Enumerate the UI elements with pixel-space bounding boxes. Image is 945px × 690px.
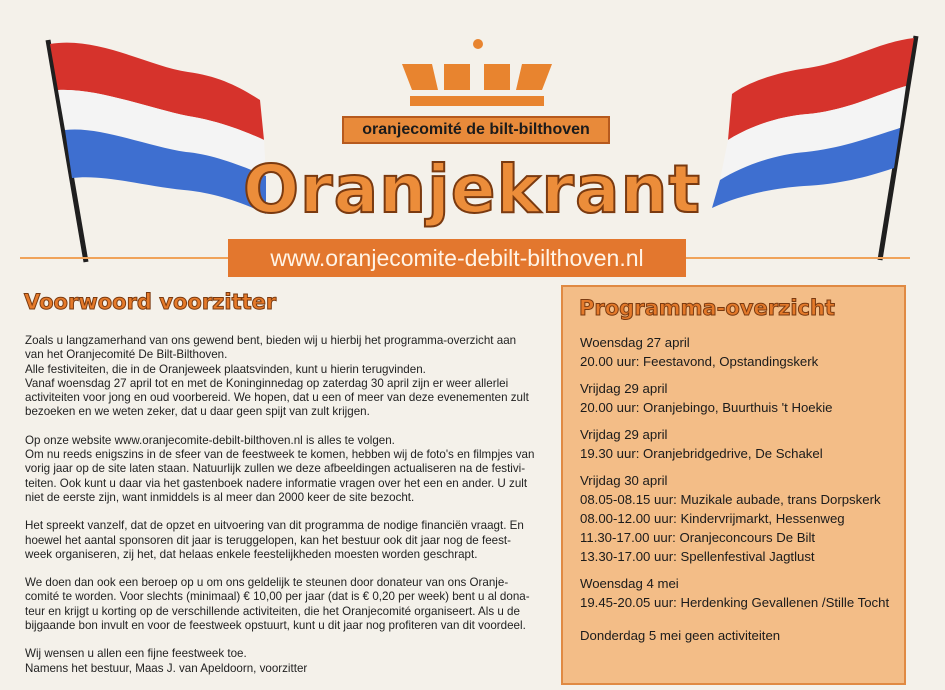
foreword-line: We doen dan ook een beroep op u om ons geldelijk te steunen door donateur van ons Oranje- bbox=[25, 576, 509, 590]
program-day-label: Vrijdag 30 april bbox=[580, 473, 668, 488]
foreword-line: Wij wensen u allen een fijne feestweek toe. bbox=[25, 647, 247, 661]
program-event: 20.00 uur: Feestavond, Opstandingskerk bbox=[580, 354, 819, 369]
foreword-line: teur en krijgt u korting op de verschillende activiteiten, die het Oranjecomité organiseert. Als u de bbox=[25, 604, 520, 618]
website-url: www.oranjecomite-debilt-bilthoven.nl bbox=[228, 239, 686, 277]
foreword-line: van het Oranjecomité De Bilt-Bilthoven. bbox=[25, 348, 228, 362]
program-event: 08.00-12.00 uur: Kindervrijmarkt, Hessenweg bbox=[580, 511, 845, 526]
dutch-flag-right-icon bbox=[698, 32, 928, 264]
program-day-label: Vrijdag 29 april bbox=[580, 427, 668, 442]
program-day bbox=[580, 425, 900, 463]
foreword-line: niet de eerste zijn, want inmiddels is al meer dan 2000 keer de site bezocht. bbox=[25, 490, 415, 504]
program-day-label: Donderdag 5 mei geen activiteiten bbox=[580, 628, 781, 643]
foreword-paragraph bbox=[25, 434, 553, 505]
foreword-line: Zoals u langzamerhand van ons gewend bent, bieden wij u hierbij het programma-overzicht aan bbox=[25, 334, 517, 347]
program-list bbox=[580, 333, 900, 653]
foreword-line: activiteiten voor jong en oud voorbereid. We hopen, dat u een of meer van deze evenementen zult bbox=[25, 391, 529, 405]
foreword-line: bezoeken en we weten zeker, dat u daar geen spijt van zult krijgen. bbox=[25, 405, 370, 419]
foreword-line: Namens het bestuur, Maas J. van Apeldoorn, voorzitter bbox=[25, 661, 308, 675]
program-day bbox=[580, 379, 900, 417]
program-day-label: Woensdag 27 april bbox=[580, 335, 690, 350]
page-title: Oranjekrant bbox=[242, 151, 702, 228]
foreword-line: Om nu reeds enigszins in de sfeer van de feestweek te komen, hebben wij de foto's en filmpjes van bbox=[25, 448, 535, 462]
foreword-heading: Voorwoord voorzitter bbox=[24, 290, 277, 314]
program-heading: Programma-overzicht bbox=[579, 296, 835, 320]
foreword-paragraph bbox=[25, 576, 553, 633]
program-day bbox=[580, 471, 900, 566]
program-event: 20.00 uur: Oranjebingo, Buurthuis 't Hoekie bbox=[580, 400, 833, 415]
program-event: 08.05-08.15 uur: Muzikale aubade, trans Dorpskerk bbox=[580, 492, 881, 507]
foreword-line: teiten. Ook kunt u daar via het gastenboek nadere informatie vragen over het een en ander. U zult bbox=[25, 476, 528, 490]
program-day bbox=[580, 333, 900, 371]
foreword-paragraph bbox=[25, 334, 553, 420]
foreword-line: vorig jaar op de site laten staan. Natuurlijk zullen we deze afbeeldingen actualiseren na de festivi- bbox=[25, 462, 526, 476]
foreword-line: comité te worden. Voor slechts (minimaal) € 10,00 per jaar (dat is € 0,20 per week) bent u al dona- bbox=[25, 590, 530, 604]
foreword-line: Vanaf woensdag 27 april tot en met de Koninginnedag op zaterdag 30 april zijn er weer allerlei bbox=[25, 376, 509, 390]
program-panel bbox=[561, 285, 906, 685]
foreword-line: week organiseren, zij het, dat helaas enkele feestelijkheden moesten worden geschrapt. bbox=[25, 547, 478, 561]
foreword-line: Alle festiviteiten, die in de Oranjeweek plaatsvinden, kunt u hierin terugvinden. bbox=[25, 362, 426, 376]
program-event: 13.30-17.00 uur: Spellenfestival Jagtlust bbox=[580, 549, 815, 564]
foreword-line: Op onze website www.oranjecomite-debilt-bilthoven.nl is alles te volgen. bbox=[25, 433, 395, 447]
foreword-text bbox=[25, 334, 553, 690]
program-day-label: Vrijdag 29 april bbox=[580, 381, 668, 396]
program-day bbox=[580, 574, 900, 612]
foreword-line: hoewel het aantal sponsoren dit jaar is teruggelopen, kan het bestuur ook dit jaar nog de feest- bbox=[25, 533, 511, 547]
program-event: 11.30-17.00 uur: Oranjeconcours De Bilt bbox=[580, 530, 816, 545]
program-event: 19.45-20.05 uur: Herdenking Gevallenen /Stille Tocht bbox=[580, 595, 890, 610]
crown-icon bbox=[398, 38, 556, 108]
program-event: 19.30 uur: Oranjebridgedrive, De Schakel bbox=[580, 446, 823, 461]
program-day-label: Woensdag 4 mei bbox=[580, 576, 679, 591]
committee-banner: oranjecomité de bilt-bilthoven bbox=[342, 116, 610, 144]
foreword-line: Het spreekt vanzelf, dat de opzet en uitvoering van dit programma de nodige financiën vraagt. En bbox=[25, 519, 524, 533]
foreword-paragraph bbox=[25, 647, 553, 676]
program-day bbox=[580, 626, 900, 645]
foreword-line: bijgaande bon invult en voor de feestweek opstuurt, kunt u dit jaar nog profiteren van dit voordeel. bbox=[25, 619, 526, 633]
foreword-paragraph bbox=[25, 519, 553, 562]
